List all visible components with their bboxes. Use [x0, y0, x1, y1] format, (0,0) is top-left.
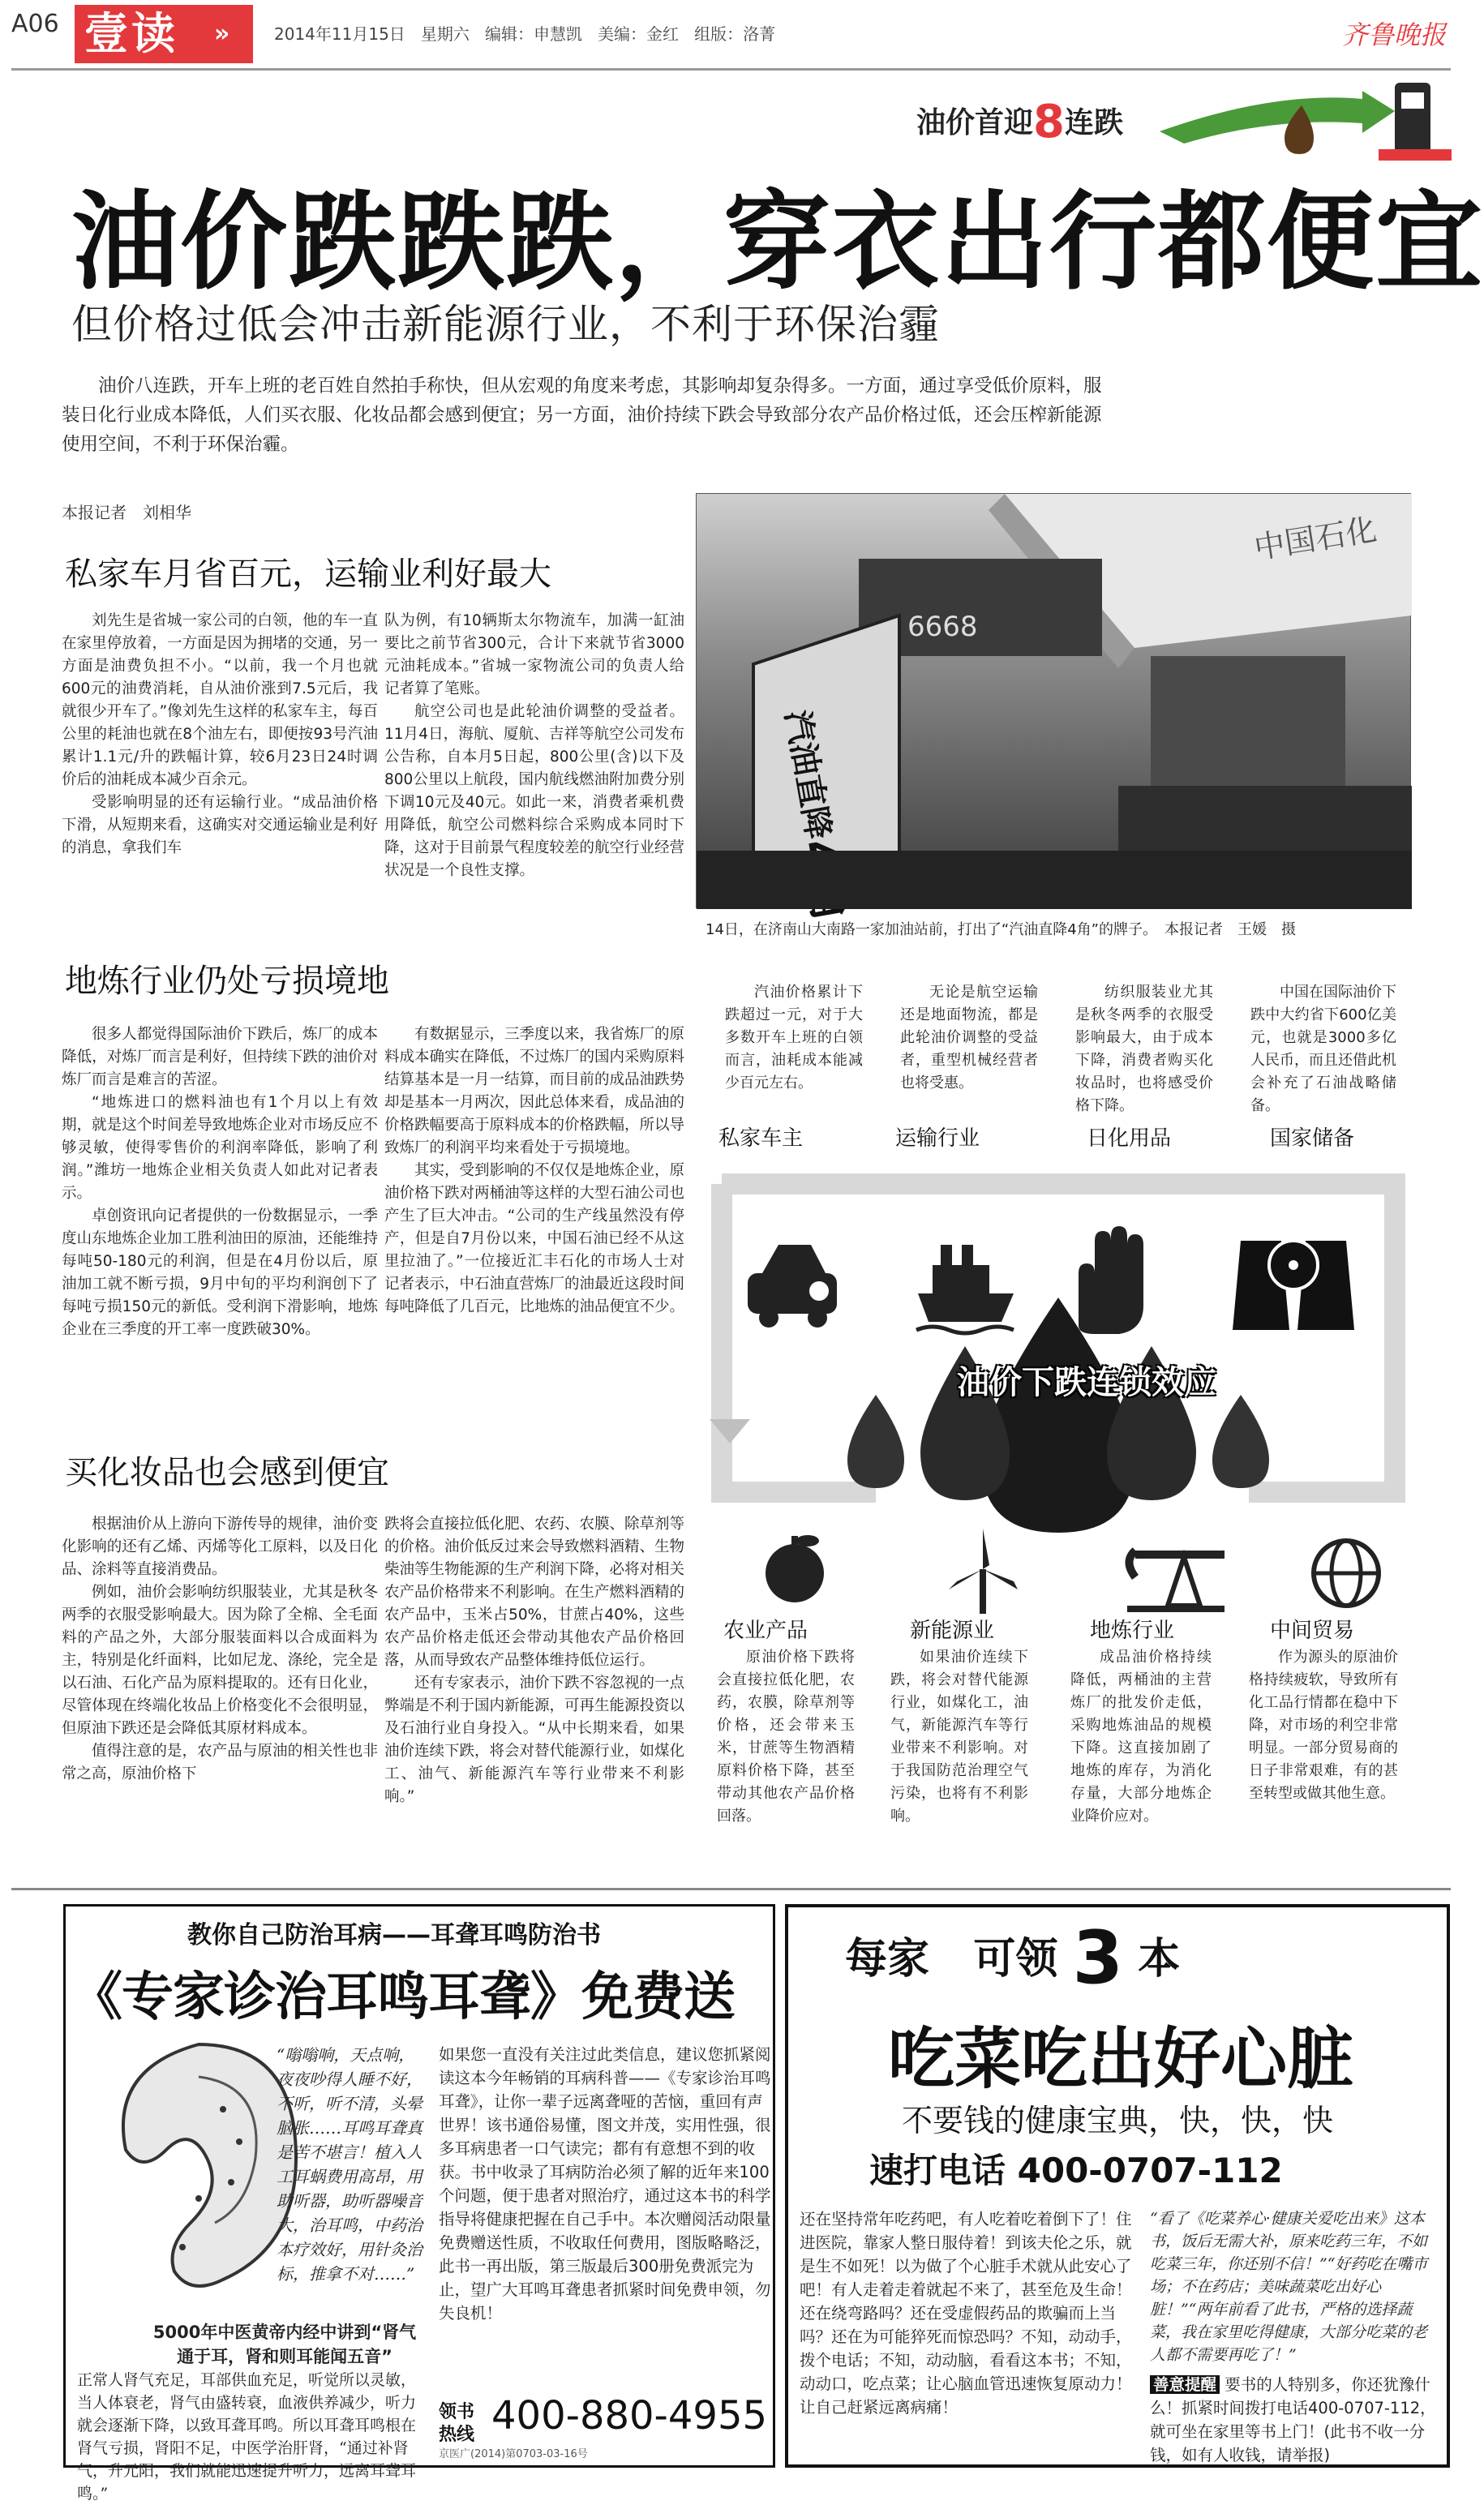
section-heading-private-cars: 私家车月省百元，运输业利好最大 [65, 555, 551, 593]
effect-description: 作为源头的原油价格持续疲软，导致所有化工品行情都在稳中下降，对市场的利空非常明显。一部分贸易商的日子非常艰难，有的甚至转型或做其他生意。 [1249, 1649, 1398, 1802]
paragraph: 刘先生是省城一家公司的白领，他的车一直在家里停放着，一方面是因为拥堵的交通，另一方面是油费负担不小。“以前，我一个月也就600元的油费消耗，自从油价涨到7.5元后，我就很少开车了。”像刘先生这样的私家车主，每百公里的耗油也就在8个油左右，即便按93号汽油累计1.1元/升的跌幅计算，较6月23日24时调价后的油耗成本减少百余元。 [62, 612, 378, 788]
ad2-phone-label: 速打电话 [869, 2151, 1006, 2190]
ear-book-ad [63, 1904, 775, 2503]
headline: 油价跌跌跌，穿衣出行都便宜 [71, 179, 1484, 305]
ad1-lower-left: 正常人肾气充足，耳部供血充足，听觉所以灵敏，当人体衰老，肾气由盛转衰，血液供养减少，听力就会逐渐下降，以致耳聋耳鸣。所以耳聋耳鸣根在肾气亏损，肾阳不足，中医学治肝肾，“通过补肾气，升元阳，我们就能迅速提升听力，远离耳聋耳鸣。” [77, 2371, 417, 2503]
section1-column1 [62, 610, 378, 860]
effect-text-transport [900, 981, 1038, 1095]
effect-description: 无论是航空运输还是地面物流，都是此轮油价调整的受益者，重型机械经营者也将受惠。 [900, 984, 1038, 1092]
street [697, 851, 1412, 909]
billboard-phone: 6668 [907, 611, 978, 643]
oil-pumpjack-icon [1127, 1551, 1225, 1612]
ad2-phone[interactable]: 400-0707-112 [1017, 2151, 1283, 2190]
paragraph: 卓创资讯向记者提供的一份数据显示，一季度山东地炼企业加工胜利油田的原油，还能维持每吨50-180元的利润，但是在4月份以后，原油加工就不断亏损，9月中旬的平均利润创下了每吨亏损150元的新低。受利润下滑影响，地炼企业在三季度的开工率一度跌破30%。 [62, 1207, 378, 1338]
oil-drop-far-left [847, 1395, 904, 1488]
offer-count: 3 [1072, 1915, 1124, 2001]
subheadline: 但价格过低会冲击新能源行业，不利于环保治霾 [71, 301, 940, 348]
ad2-highlight: 善意提醒 [1150, 2375, 1220, 2394]
issue-weekday: 星期六 [420, 24, 470, 44]
ear-acupoint-icon [77, 2036, 304, 2304]
paragraph: 有数据显示，三季度以来，我省炼厂的原料成本确实在降低，不过炼厂的国内采购原料结算基本是一月一结算，而目前的成品油跌势却是基本一月两次，因此总体来看，成品油的价格跌幅要高于原料成本的价格跌幅，所以导致炼厂的利润平均来看处于亏损境地。 [384, 1026, 685, 1156]
paragraph: 根据油价从上游向下游传导的规律，油价变化影响的还有乙烯、丙烯等化工原料，以及日化品、涂料等直接消费品。 [62, 1516, 378, 1578]
offer-part: 本 [1138, 1935, 1181, 1984]
ad2-body-left: 还在坚持常年吃药吧，有人吃着吃着倒下了！住进医院，靠家人整日服侍着！到该夫伦之乐，就是生不如死！以为做了个心脏手术就从此安心了吧！有人走着走着就起不来了，甚至危及生命！还在绕弯路吗？还在受虚假药品的欺骗而上当吗？还在为可能猝死而惊恐吗？不知，动动手，拨个电话；不知，动动脑，看看这本书；不知，动动口，吃点菜；让心脑血管迅速恢复原动力！让自己赶紧远离病痛！ [800, 2210, 1132, 2417]
paragraph: 其实，受到影响的不仅仅是地炼企业，原油价格下跌对两桶油等这样的大型石油公司也产生了巨大冲击。“公司的生产线虽然没有停产，但是自7月份以来，中国石油已经不从这里拉油了。”一位接近汇丰石化的市场人士对记者表示，中石油直营炼厂的油最近这段时间每吨降低了几百元，比地炼的油品便宜不少。 [384, 1162, 685, 1315]
ad1-phone[interactable]: 400-880-4955 [491, 2393, 768, 2439]
phone-label-line: 领书 [439, 2402, 475, 2422]
oil-price-arrow-illustration [1152, 75, 1452, 164]
photo-caption: 14日，在济南山大南路一家加油站前，打出了“汽油直降4角”的牌子。 本报记者 王媛 摄 [706, 921, 1297, 938]
station-sign-text: 中国石化 [1251, 511, 1379, 566]
paragraph: 例如，油价会影响纺织服装业，尤其是秋冬两季的衣服受影响最大。因为除了全棉、全毛面料的产品之外，大部分服装面料以合成面料为主，特别是化纤面料，比如尼龙、涤纶，完全是以石油、石化产品为原料提取的。还有日化业，尽管体现在终端化妆品上价格变化不会很明显，但原油下跌还是会降低其原材料成本。 [62, 1584, 378, 1737]
topic-number: 8 [1033, 96, 1065, 148]
ad2-footer [1150, 2373, 1442, 2467]
newspaper-logo: 齐鲁晚报 [1341, 19, 1446, 50]
category-national-reserve: 国家储备 [1270, 1126, 1355, 1151]
ship-icon [916, 1245, 1014, 1333]
ad2-body-right: “看了《吃菜养心·健康关爱吃出来》这本书，饭后无需大补，原来吃药三年，不如吃菜三年，你还别不信！”“好药吃在嘴市场；不在药店；美味蔬菜吃出好心脏！”“两年前看了此书，严格的选择蔬菜，我在家里吃得健康，大部分吃菜的老人都不需要再吃了！” [1150, 2210, 1428, 2364]
category-private-cars: 私家车主 [718, 1126, 804, 1151]
section-heading-cosmetics: 买化妆品也会感到便宜 [65, 1454, 389, 1491]
ad2-offer [845, 1915, 1180, 2001]
category-agriculture: 农业产品 [723, 1619, 808, 1643]
nuclear-reserve-icon [1233, 1241, 1354, 1330]
gas-station-photo [696, 493, 1411, 908]
ad2-footer-text: 要书的人特别多，你还犹豫什么！抓紧时间拨打电话400-0707-112，就可坐在家里等书上门！(此书不收一分钱，如有人收钱，请举报) [1150, 2375, 1436, 2464]
effect-description: 成品油价格持续降低，两桶油的主营炼厂的批发价走低，采购地炼油品的规模下降。这直接加剧了地炼的库存，为消化存量，大部分地炼企业降价应对。 [1070, 1649, 1212, 1825]
effect-description: 纺织服装业尤其是秋冬两季的衣服受影响最大，由于成本下降，消费者购买化妆品时，也将感受价格下降。 [1075, 984, 1213, 1114]
ad2-phone-row [869, 2144, 1283, 2193]
topic-banner [916, 96, 1123, 148]
ad2-tagline: 不要钱的健康宝典，快，快，快 [901, 2103, 1333, 2138]
effect-text-local-refineries [1070, 1646, 1212, 1828]
chain-effect-title: 油价下跌连锁效应 [957, 1364, 1216, 1401]
category-transport: 运输行业 [895, 1126, 980, 1151]
gas-station-photo-art [697, 494, 1412, 909]
category-new-energy: 新能源业 [910, 1619, 995, 1643]
oil-drop-far-right [1212, 1395, 1269, 1488]
effect-text-intermediate-trade [1249, 1646, 1398, 1805]
designer-credit: 美编：金红 [598, 24, 680, 44]
topic-prefix: 油价首迎 [916, 106, 1034, 139]
ad1-quote: “嗡嗡响，天点响，夜夜吵得人睡不好，不听，听不清，头晕脑胀……耳鸣耳聋真是苦不堪言！植入人工耳蜗费用高昂，用助听器，助听器噪音大，治耳鸣，中药治本疗效好，用针灸治标，推拿不对……” [277, 2045, 422, 2284]
station-building [1151, 656, 1345, 786]
offer-part: 每家 [845, 1935, 930, 1984]
effect-description: 中国在国际油价下跌中大约省下600亿美元，也就是3000多亿人民币，而且还借此机会补充了石油战略储备。 [1250, 984, 1396, 1114]
layout-credit: 组版：洛菁 [694, 24, 776, 44]
page-number: A06 [11, 10, 59, 38]
paragraph: 航空公司也是此轮油价调整的受益者。11月4日，海航、厦航、吉祥等航空公司发布公告称，自本月5日起，800公里(含)以下及800公里以上航段，国内航线燃油附加费分别下调10元及40元。如此一来，消费者乘机费用降低，航空公司燃料综合采购成本同时下降，这对于目前景气程度较差的航空行业经营状况是一个良性支撑。 [384, 703, 685, 879]
category-daily-goods: 日化用品 [1087, 1126, 1172, 1151]
wind-turbine-icon [949, 1529, 1018, 1614]
chain-effect-diagram [697, 1152, 1419, 1541]
paragraph: 还有专家表示，油价下跌不容忽视的一点弊端是不利于国内新能源，可再生能源投资以及石油行业自身投入。“从中长期来看，如果油价连续下跌，将会对替代能源行业，如煤化工、油气、新能源汽车等行业带来不利影响。” [384, 1675, 685, 1805]
paragraph: 受影响明显的还有运输行业。“成品油价格下滑，从短期来看，这确实对交通运输业是利好的消息，拿我们车 [62, 794, 378, 856]
section-label: 壹读 [84, 8, 178, 59]
section1-column2 [384, 610, 684, 882]
section-tag [75, 5, 253, 63]
section2-column1 [62, 1023, 378, 1341]
falling-arrow-icon [1160, 91, 1395, 144]
effect-text-private-cars [725, 981, 863, 1095]
issue-date: 2014年11月15日 [274, 24, 405, 44]
section3-column2 [384, 1513, 684, 1808]
lead-paragraph: 油价八连跌，开车上班的老百姓自然拍手称快，但从宏观的角度来考虑，其影响却复杂得多。一方面，通过享受低价原料，服装日化行业成本降低，人们买衣服、化妆品都会感到便宜；另一方面，油价持续下跌会导致部分农产品价格过低，还会压榨新能源使用空间，不利于环保治霾。 [62, 375, 1102, 455]
category-intermediate-trade: 中间贸易 [1270, 1619, 1355, 1643]
paragraph: 很多人都觉得国际油价下跌后，炼厂的成本降低，对炼厂而言是利好，但持续下跌的油价对炼厂而言是难言的苦涩。 [62, 1026, 378, 1088]
editor-credit: 编辑：申慧凯 [484, 24, 582, 44]
topic-suffix: 连跌 [1064, 106, 1123, 139]
ad1-fine-print: 京医广(2014)第0703-03-16号 [439, 2448, 588, 2460]
hand-icon [1079, 1226, 1143, 1334]
effect-description: 原油价格下跌将会直接拉低化肥，农药，农膜，除草剂等价格，还会带来玉米，甘蔗等生物酒精原料价格下降，甚至带动其他农产品价格回落。 [717, 1649, 855, 1825]
ad-divider [11, 1888, 1451, 1890]
ad1-quote-attribution: 5000年中医黄帝内经中讲到“肾气通于耳，肾和则耳能闻五音” [152, 2323, 417, 2366]
paragraph: 队为例，有10辆斯太尔物流车，加满一缸油要比之前节省300元，合计下来就节省3000元油耗成本。”省城一家物流公司的负责人给记者算了笔账。 [384, 612, 684, 697]
fuel-pump-screen [1401, 92, 1424, 109]
section3-column1 [62, 1513, 378, 1786]
masthead-info [274, 21, 775, 45]
byline: 本报记者 刘相华 [62, 503, 191, 522]
effect-text-national-reserve [1250, 981, 1396, 1117]
ad2-title: 吃菜吃出好心脏 [887, 2021, 1353, 2098]
effect-text-agriculture [717, 1646, 855, 1828]
paragraph: “地炼进口的燃料油也有1个月以上有效期，就是这个时间差导致地炼企业对市场反应不够灵敏，使得零售价的利润率降低，影响了利润。”潍坊一地炼企业相关负责人如此对记者表示。 [62, 1094, 378, 1202]
apple-icon [766, 1535, 824, 1602]
price-banner-line1: 汽油直降 [778, 707, 838, 843]
bottom-icons [714, 1525, 1427, 1614]
effect-description: 汽油价格累计下跌超过一元，对于大多数开车上班的白领而言，油耗成本能减少百元左右。 [725, 984, 863, 1092]
ad1-phone-label [439, 2401, 484, 2447]
paragraph: 跌将会直接拉低化肥、农药、农膜、除草剂等的价格。油价低反过来会导致燃料酒精、生物柴油等生物能源的生产利润下降，必将对相关农产品价格带来不利影响。在生产燃料酒精的农产品中，玉米占50%，甘蔗占40%，这些农产品价格走低还会带动其他农产品价格回落，从而导致农产品整体维持低位运行。 [384, 1516, 685, 1669]
ad1-title: 《专家诊治耳鸣耳聋》免费送 [71, 1967, 735, 2027]
fuel-pump-base [1379, 149, 1452, 161]
heart-book-ad [785, 1904, 1450, 2468]
chevron-right-icon: » [214, 19, 234, 48]
effect-text-daily-goods [1075, 981, 1213, 1117]
paragraph: 值得注意的是，农产品与原油的相关性也非常之高，原油价格下 [62, 1743, 378, 1782]
phone-label-line: 热线 [439, 2425, 475, 2445]
offer-part: 可领 [973, 1935, 1058, 1984]
masthead-rule [11, 68, 1451, 71]
car-icon [748, 1245, 837, 1328]
ad1-kicker: 教你自己防治耳病——耳聋耳鸣防治书 [187, 1921, 601, 1950]
section-heading-local-refineries: 地炼行业仍处亏损境地 [65, 963, 389, 1000]
effect-description: 如果油价连续下跌，将会对替代能源行业，如煤化工，油气，新能源汽车等行业带来不利影响。对于我国防范治理空气污染，也将有不利影响。 [890, 1649, 1028, 1825]
globe-icon [1314, 1541, 1379, 1606]
effect-text-new-energy [890, 1646, 1028, 1828]
section2-column2 [384, 1023, 684, 1319]
category-local-refineries: 地炼行业 [1090, 1619, 1175, 1643]
ad1-body: 如果您一直没有关注过此类信息，建议您抓紧阅读这本今年畅销的耳病科普——《专家诊治耳鸣耳聋》，让你一辈子远离聋哑的苦恼，重回有声世界！该书通俗易懂，图文并茂，实用性强，很多耳病患者一口气读完；都有有意想不到的收获。书中收录了耳病防治必须了解的近年来100个问题，便于患者对照治疗，通过这本书的科学指导将健康把握在自己手中。本次赠阅活动限量免费赠送性质，不收取任何费用，图版略略泛，此书一再出版，第三版最后300册免费派完为止，望广大耳鸣耳聋患者抓紧时间免费申领，勿失良机！ [439, 2045, 771, 2323]
